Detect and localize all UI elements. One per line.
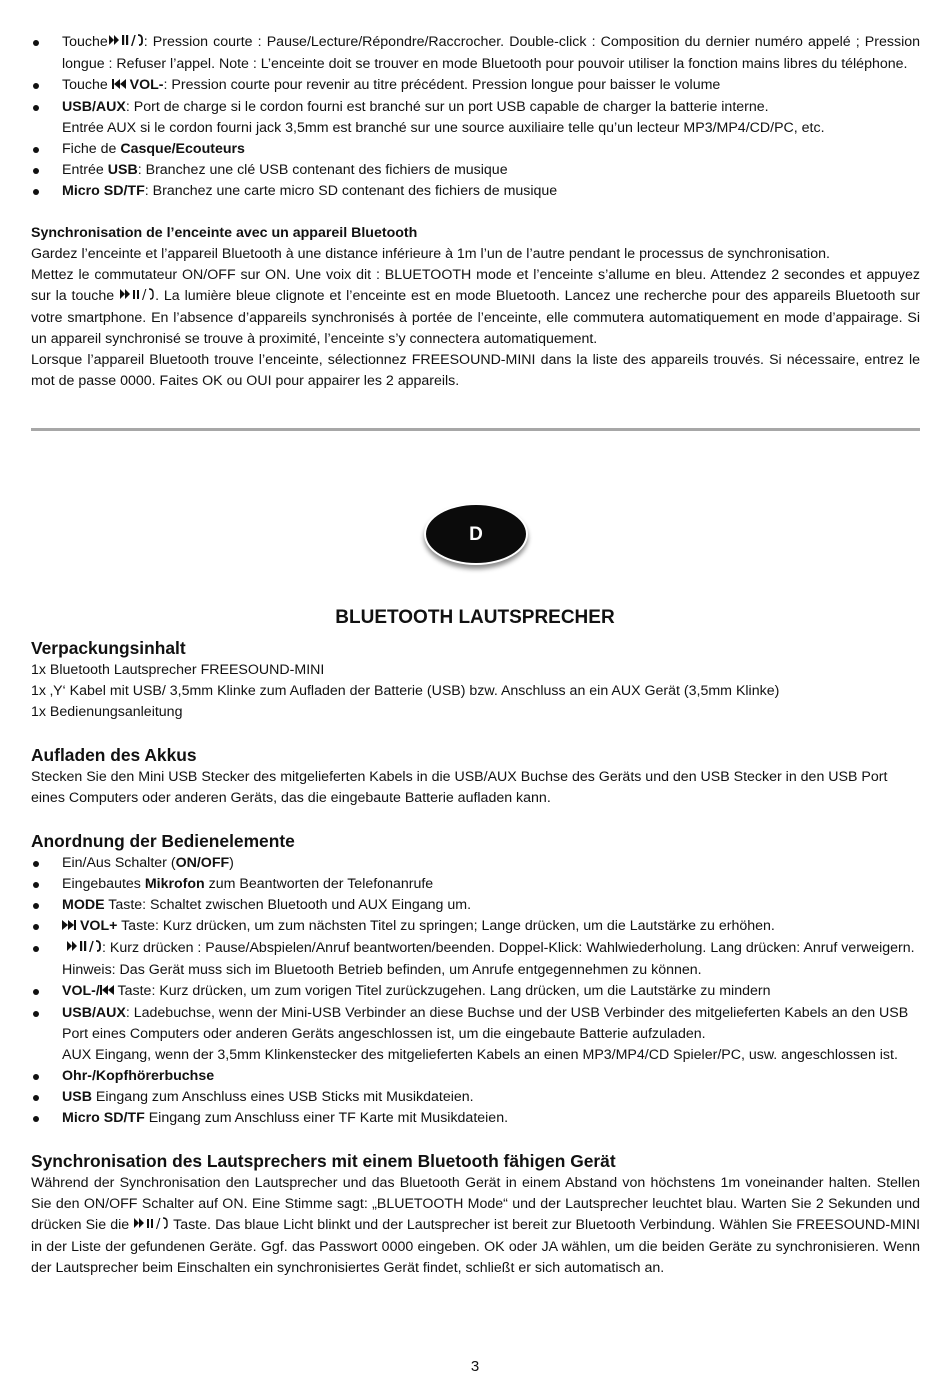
list-item: Micro SD/TF: Branchez une carte micro SD contenant des fichiers de musique: [31, 181, 920, 202]
pack-line: 1x Bluetooth Lautsprecher FREESOUND-MINI: [31, 662, 325, 678]
controls-title: Anordnung der Bedienelemente: [31, 831, 295, 851]
list-item: USB Eingang zum Anschluss eines USB Sticks mit Musikdateien.: [31, 1087, 920, 1108]
fr-bullet-list: [31, 32, 920, 202]
list-item: Ohr-/Kopfhörerbuchse: [31, 1066, 920, 1087]
controls-list: [31, 853, 920, 1129]
list-item: Micro SD/TF Eingang zum Anschluss einer TF Karte mit Musikdateien.: [31, 1108, 920, 1129]
fr-sync-title: Synchronisation de l’enceinte avec un appareil Bluetooth: [31, 225, 418, 241]
play-pause-icon: [66, 939, 102, 960]
list-item: Touche / : Pression courte : Pause/Lecture/Répondre/Raccrocher. Double-click : Composition du dernier numéro appelé ; Pression longue : Refuser l’appel. Note : L’enceinte doit se trouver en mode Bluetooth pour pouvoir utiliser la fonction mains libres du téléphone.: [31, 32, 920, 75]
list-item: VOL+ Taste: Kurz drücken, um zum nächsten Titel zu springen; Lange drücken, um die Lautstärke zu erhöhen.: [31, 916, 920, 938]
section-divider: [31, 428, 920, 431]
charge-title: Aufladen des Akkus: [31, 745, 197, 765]
svg-text:/: /: [89, 940, 94, 953]
pack-line: 1x ‚Y‘ Kabel mit USB/ 3,5mm Klinke zum Aufladen der Batterie (USB) bzw. Anschluss an ein AUX Gerät (3,5mm Klinke): [31, 683, 780, 699]
list-item: USB/AUX: Ladebuchse, wenn der Mini-USB Verbinder an diese Buchse und der USB Verbinder des mitgelieferten Kabels an den USB Port eines Computers oder anderen Geräts angeschlossen ist, um die eingebaute Batterie aufzuladen. AUX Eingang, wenn der 3,5mm Klinkenstecker des mitgelieferten Kabels an einen MP3/MP4/CD Spieler/PC, usw. angeschlossen ist.: [31, 1003, 920, 1066]
list-item: VOL-/ Taste: Kurz drücken, um zum vorigen Titel zurückzugehen. Lang drücken, um die Lautstärke zu mindern: [31, 981, 920, 1003]
previous-icon: [100, 982, 114, 1003]
list-item: Fiche de Casque/Ecouteurs: [31, 139, 920, 160]
de-sync-paragraph: Während der Synchronisation den Lautsprecher und das Bluetooth Gerät in einem Abstand von höchstens 1m voneinander halten. Stellen Sie den ON/OFF Schalter auf ON. Eine Stimme sagt: „BLUETOOTH Mode“ und der Lautsprecher leuchtet blau. Warten Sie 2 Sekunden und drücken Sie die / Taste. Das blaue Licht blinkt und der Lautsprecher ist bereit zur Bluetooth Verbindung. Wählen Sie FREESOUND-MINI in der Liste der gefundenen Geräte. Ggf. das Passwort 0000 eingeben. OK oder JA wählen, um die beiden Geräte zu synchronisieren. Wenn der Lautsprecher beim Einschalten ein synchronisiertes Gerät findet, schließt er sich automatisch an.: [31, 1175, 921, 1276]
page-number: 3: [470, 1358, 480, 1375]
language-badge: [424, 503, 528, 567]
de-sync-title: Synchronisation des Lautsprechers mit einem Bluetooth fähigen Gerät: [31, 1151, 616, 1171]
svg-text:/: /: [156, 1217, 161, 1230]
list-item: Touche VOL-: Pression courte pour revenir au titre précédent. Pression longue pour baisser le volume: [31, 75, 920, 97]
play-pause-icon: [108, 33, 144, 54]
fr-sync-paragraph-3: Lorsque l’appareil Bluetooth trouve l’enceinte, sélectionnez FREESOUND-MINI dans la liste des appareils trouvés. Si nécessaire, entrez le mot de passe 0000. Faites OK ou OUI pour appairer les 2 appareils.: [31, 352, 920, 389]
list-item: / : Kurz drücken : Pause/Abspielen/Anruf beantworten/beenden. Doppel-Klick: Wahlwiederholung. Lang drücken: Anruf verweigern. Hinweis: Das Gerät muss sich im Bluetooth Betrieb befinden, um Anrufe entgegennehmen zu können.: [31, 938, 920, 981]
next-icon: [62, 917, 76, 938]
play-pause-icon: [119, 287, 155, 308]
french-section: [31, 32, 920, 438]
play-pause-icon: [133, 1216, 169, 1237]
list-item: USB/AUX: Port de charge si le cordon fourni est branché sur un port USB capable de charger la batterie interne. Entrée AUX si le cordon fourni jack 3,5mm est branché sur une source auxiliaire telle qu’un lecteur MP3/MP4/CD/PC, etc.: [31, 97, 920, 139]
list-item: Eingebautes Mikrofon zum Beantworten der Telefonanrufe: [31, 874, 920, 895]
charge-text: Stecken Sie den Mini USB Stecker des mitgelieferten Kabels in die USB/AUX Buchse des Geräts und den USB Stecker in den USB Port eines Computers oder anderen Geräts, das die eingebaute Batterie aufladen kann.: [31, 769, 888, 806]
page-title: BLUETOOTH LAUTSPRECHER: [335, 607, 615, 628]
pack-title: Verpackungsinhalt: [31, 638, 186, 658]
svg-text:/: /: [130, 34, 136, 47]
fr-sync-paragraph-1: Gardez l’enceinte et l’appareil Bluetooth à une distance inférieure à 1m l’un de l’autre pendant le processus de synchronisation.: [31, 246, 830, 262]
previous-icon: [112, 76, 126, 97]
svg-text:/: /: [142, 288, 147, 301]
list-item: Entrée USB: Branchez une clé USB contenant des fichiers de musique: [31, 160, 920, 181]
language-badge-label: D: [424, 503, 528, 565]
list-item: MODE Taste: Schaltet zwischen Bluetooth und AUX Eingang um.: [31, 895, 920, 916]
fr-sync-paragraph-2: Mettez le commutateur ON/OFF sur ON. Une voix dit : BLUETOOTH mode et l’enceinte s’allume en bleu. Attendez 2 secondes et appuyez sur la touche / . La lumière bleue clignote et l’enceinte est en mode Bluetooth. Lancez une recherche pour des appareils Bluetooth sur votre smartphone. En l’absence d’appareils synchronisés à portée de l’enceinte, elle commutera automatiquement en mode d’appairage. Si un appareil synchronisé se trouve à proximité, l’enceinte s’y connectera automatiquement.: [31, 267, 920, 347]
german-section: [31, 636, 920, 1279]
list-item: Ein/Aus Schalter (ON/OFF): [31, 853, 920, 874]
pack-line: 1x Bedienungsanleitung: [31, 704, 183, 720]
